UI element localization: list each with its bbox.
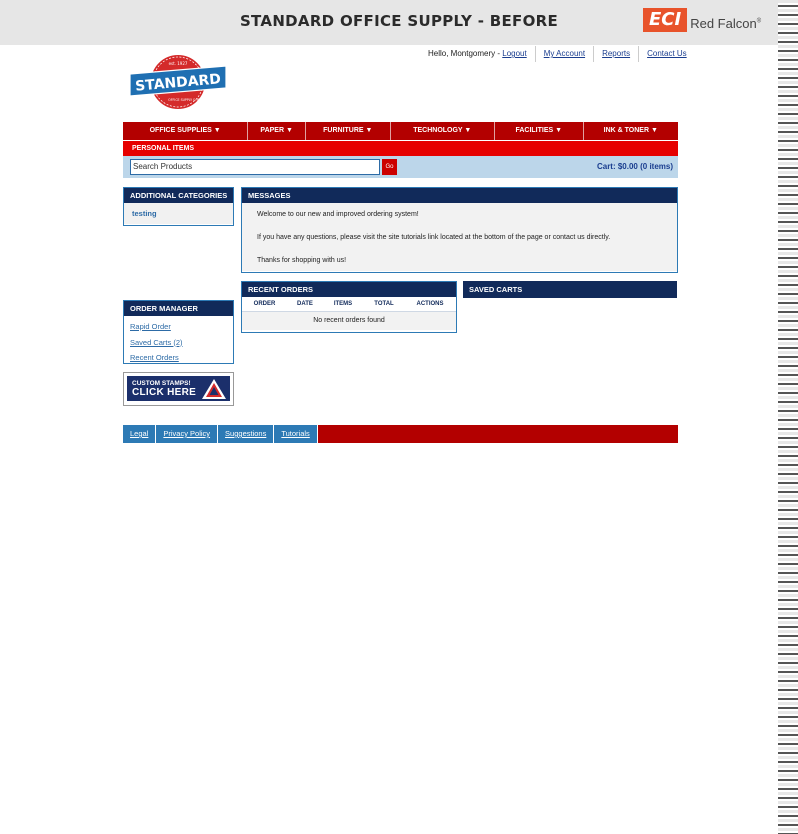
svg-text:OFFICE SUPPLY & PRINTING: OFFICE SUPPLY & PRINTING <box>168 98 212 102</box>
order-manager-panel <box>123 300 234 364</box>
additional-categories-title: ADDITIONAL CATEGORIES <box>124 188 233 203</box>
footer-legal-link[interactable]: Legal <box>123 425 156 443</box>
greeting-text: Hello, Montgomery - <box>428 49 503 58</box>
recent-orders-empty: No recent orders found <box>242 312 456 330</box>
reports-link[interactable]: Reports <box>602 49 631 58</box>
nav-personal-items[interactable]: PERSONAL ITEMS <box>132 145 195 152</box>
svg-text:STANDARD: STANDARD <box>134 71 222 95</box>
user-bar <box>420 46 695 62</box>
message-line: If you have any questions, please visit the site tutorials link located at the bottom of the page or contact us directly. <box>257 234 611 241</box>
my-account-link[interactable]: My Account <box>543 49 586 58</box>
svg-text:est. 1927: est. 1927 <box>168 61 188 66</box>
recent-orders-link[interactable]: Recent Orders <box>130 353 179 362</box>
col-total: TOTAL <box>374 301 394 307</box>
col-actions: ACTIONS <box>416 301 444 307</box>
search-input[interactable]: Search Products <box>130 159 380 175</box>
messages-title: MESSAGES <box>242 188 677 203</box>
stamp-triangle-icon <box>201 378 227 400</box>
footer-suggestions-link[interactable]: Suggestions <box>218 425 274 443</box>
messages-panel <box>241 187 678 273</box>
recent-orders-header <box>242 297 456 312</box>
stamps-ad-line1: CUSTOM STAMPS! <box>132 380 191 387</box>
additional-categories-panel <box>123 187 234 226</box>
nav-furniture[interactable]: FURNITURE ▼ <box>306 122 391 140</box>
nav-technology[interactable]: TECHNOLOGY ▼ <box>391 122 495 140</box>
contact-us-link[interactable]: Contact Us <box>647 49 687 58</box>
nav-facilities[interactable]: FACILITIES ▼ <box>495 122 584 140</box>
standard-logo[interactable] <box>128 52 228 112</box>
saved-carts-link[interactable]: Saved Carts (2) <box>130 337 183 347</box>
nav-office-supplies[interactable]: OFFICE SUPPLIES ▼ <box>123 122 248 140</box>
col-items: ITEMS <box>333 301 353 307</box>
footer-tutorials-link[interactable]: Tutorials <box>274 425 317 443</box>
personal-items-bar <box>123 141 678 156</box>
custom-stamps-ad[interactable] <box>123 372 234 406</box>
footer-bar <box>123 425 678 443</box>
saved-carts-title: SAVED CARTS <box>463 281 677 298</box>
order-manager-title: ORDER MANAGER <box>124 301 233 316</box>
recent-orders-panel <box>241 281 457 333</box>
recent-orders-title: RECENT ORDERS <box>242 282 456 297</box>
col-order: ORDER <box>253 301 276 307</box>
page-title: STANDARD OFFICE SUPPLY - BEFORE <box>239 12 559 30</box>
red-falcon-text: Red Falcon® <box>690 15 762 31</box>
message-line: Welcome to our new and improved ordering system! <box>257 211 419 218</box>
eci-logo-box: ECI <box>643 8 687 32</box>
footer-privacy-link[interactable]: Privacy Policy <box>156 425 218 443</box>
category-link-testing[interactable]: testing <box>132 209 157 218</box>
rapid-order-link[interactable]: Rapid Order <box>130 322 171 331</box>
saved-carts-panel <box>463 281 677 298</box>
spiral-binding-decoration <box>778 0 798 834</box>
logout-link[interactable]: Logout <box>502 49 527 58</box>
main-nav <box>123 122 678 140</box>
stamps-ad-line2: CLICK HERE <box>132 387 197 398</box>
top-banner <box>0 0 778 45</box>
search-bar <box>123 156 678 178</box>
nav-ink-toner[interactable]: INK & TONER ▼ <box>603 127 658 134</box>
col-date: DATE <box>297 301 313 307</box>
search-go-button[interactable]: Go <box>382 159 397 175</box>
cart-summary[interactable]: Cart: $0.00 (0 items) <box>596 162 673 171</box>
eci-red-falcon-logo <box>643 8 761 32</box>
greeting <box>420 46 536 62</box>
message-line: Thanks for shopping with us! <box>257 257 347 264</box>
nav-paper[interactable]: PAPER ▼ <box>248 122 306 140</box>
